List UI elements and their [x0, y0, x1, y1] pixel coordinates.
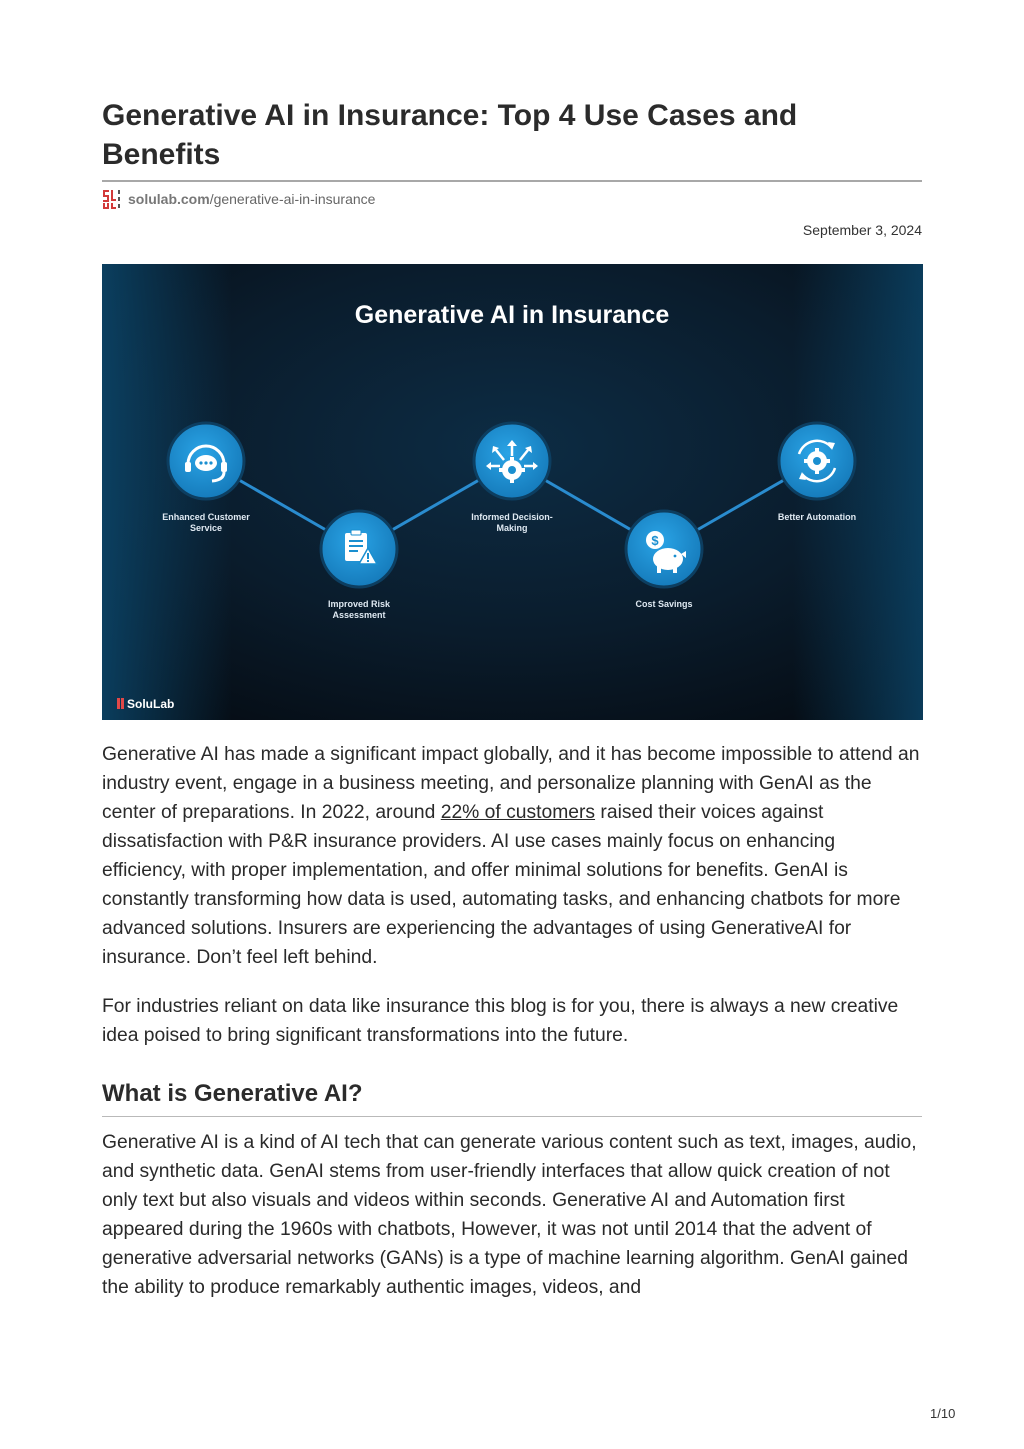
hero-brand: SoluLab: [127, 697, 175, 711]
publish-date: September 3, 2024: [802, 222, 922, 238]
step-enhanced-customer-service: [162, 423, 250, 533]
section-divider: [102, 1116, 922, 1117]
customers-stat-link[interactable]: 22% of customers: [440, 802, 596, 823]
section-heading: What is Generative AI?: [102, 1080, 363, 1107]
source-line[interactable]: [102, 187, 375, 211]
definition-paragraph: Generative AI is a kind of AI tech that can generate various content such as text, images, audio, and synthetic data. GenAI stems from user-friendly interfaces that allow quick creation of not only text but also visuals and videos within seconds. Generative AI and Automation first appeared during the 1960s with chatbots, However, it was not until 2014 that the advent of generative adversarial networks (GANs) is a type of machine learning algorithm. GenAI gained the ability to produce remarkably authentic images, videos, and: [102, 1132, 917, 1298]
page-number: 1/10: [930, 1406, 956, 1421]
step-label: Cost Savings: [635, 599, 693, 609]
source-path: /generative-ai-in-insurance: [209, 191, 376, 207]
solulab-logo-icon: [102, 188, 124, 210]
svg-text:$: $: [651, 533, 659, 548]
step-label: Improved Risk: [327, 599, 391, 609]
step-label: Service: [189, 523, 223, 533]
step-improved-risk-assessment: [321, 511, 397, 620]
title-divider: [102, 180, 922, 182]
hero-infographic: [102, 264, 923, 720]
step-label: Informed Decision-: [471, 512, 553, 522]
source-host: solulab.com: [128, 191, 210, 207]
step-informed-decision-making: [471, 423, 553, 533]
article-title: Generative AI in Insurance: Top 4 Use Cases and Benefits: [102, 99, 798, 171]
step-label: Enhanced Customer: [162, 512, 250, 522]
hero-heading: Generative AI in Insurance: [354, 301, 670, 329]
step-label: Making: [496, 523, 528, 533]
intro-paragraph: Generative AI has made a significant impact globally, and it has become impossible to attend an industry event, engage in a business meeting, and personalize planning with GenAI as the center of preparations. In 2022, around 22% of customers raised their voices against dissatisfaction with P&R insurance providers. AI use cases mainly focus on enhancing efficiency, with proper implementation, and offer minimal solutions for benefits. GenAI is constantly transforming how data is used, automating tasks, and enhancing chatbots for more advanced solutions. Insurers are experiencing the advantages of using GenerativeAI for insurance. Don’t feel left behind.: [102, 744, 920, 968]
audience-paragraph: For industries reliant on data like insurance this blog is for you, there is always a new creative idea poised to bring significant transformations into the future.: [102, 996, 899, 1046]
step-label: Better Automation: [777, 512, 857, 522]
step-label: Assessment: [332, 610, 386, 620]
